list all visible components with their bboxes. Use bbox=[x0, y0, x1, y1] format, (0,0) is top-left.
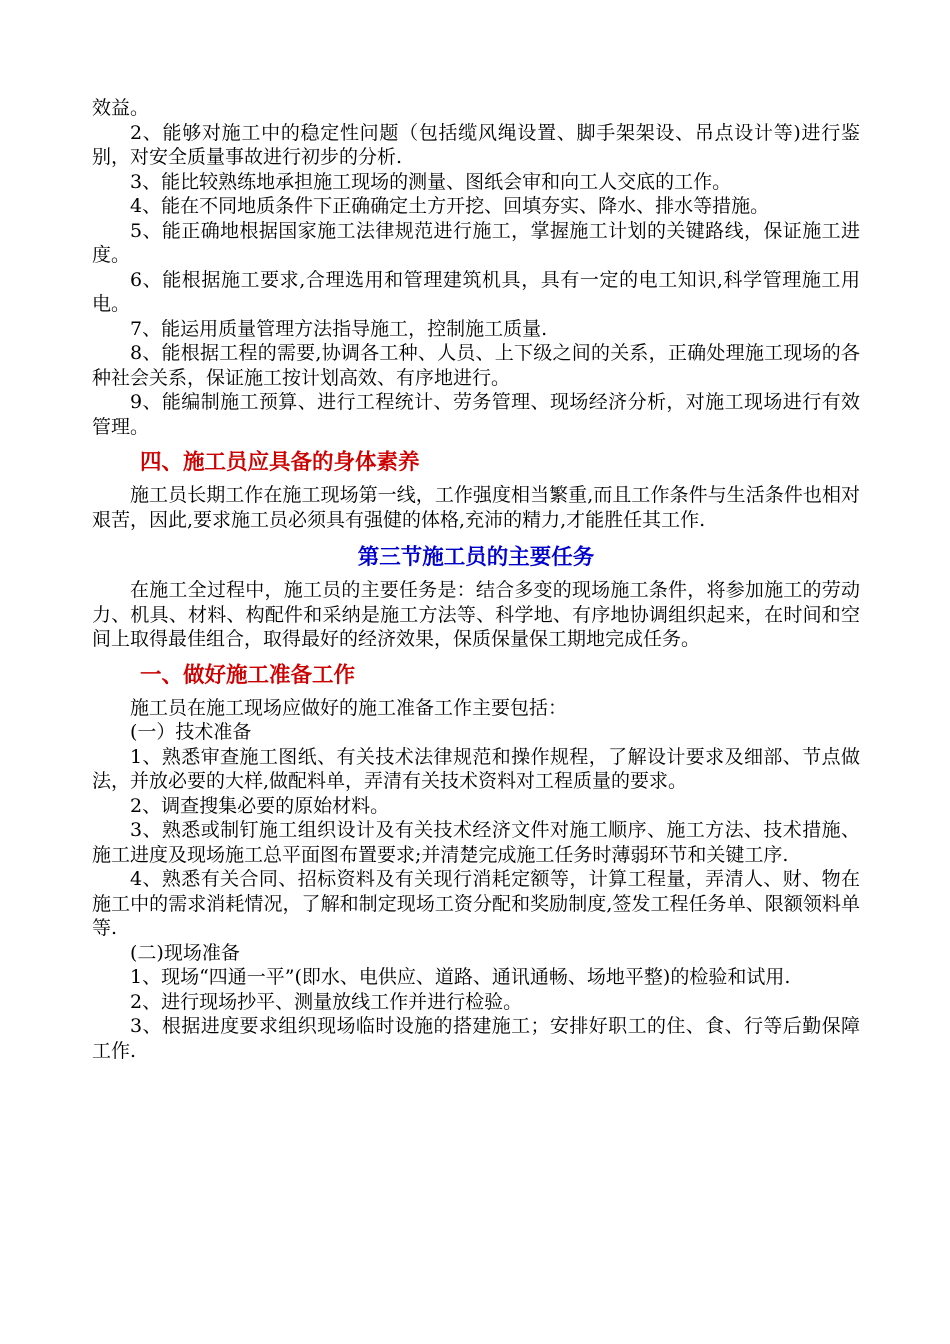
paragraph: 2、进行现场抄平、测量放线工作并进行检验。 bbox=[130, 990, 523, 1013]
paragraph: 效益。 bbox=[92, 97, 150, 119]
paragraph: 施工员在施工现场应做好的施工准备工作主要包括： bbox=[130, 696, 568, 719]
paragraph: 1、现场“四通一平”(即水、电供应、道路、通讯通畅、场地平整)的检验和试用. bbox=[130, 966, 791, 988]
subheading: (一）技术准备 bbox=[130, 721, 252, 743]
subheading: (二)现场准备 bbox=[130, 941, 240, 964]
document-page bbox=[92, 96, 860, 1063]
paragraph: 8、能根据工程的需要,协调各工种、人员、上下级之间的关系，正确处理施工现场的各种社会关系，保证施工按计划高效、有序地进行。 bbox=[92, 342, 860, 389]
paragraph: 2、调查搜集必要的原始材料。 bbox=[130, 794, 390, 817]
paragraph: 3、能比较熟练地承担施工现场的测量、图纸会审和向工人交底的工作。 bbox=[130, 170, 732, 193]
section-heading: 四、施工员应具备的身体素养 bbox=[140, 450, 420, 475]
paragraph: 2、能够对施工中的稳定性问题（包括缆风绳设置、脚手架架设、吊点设计等)进行鉴别，对安全质量事故进行初步的分析. bbox=[92, 121, 860, 168]
paragraph: 4、能在不同地质条件下正确确定土方开挖、回填夯实、降水、排水等措施。 bbox=[130, 195, 770, 217]
paragraph: 3、根据进度要求组织现场临时设施的搭建施工；安排好职工的住、食、行等后勤保障工作. bbox=[92, 1015, 860, 1062]
paragraph: 6、能根据施工要求,合理选用和管理建筑机具，具有一定的电工知识,科学管理施工用电。 bbox=[92, 268, 860, 315]
paragraph: 1、熟悉审查施工图纸、有关技术法律规范和操作规程，了解设计要求及细部、节点做法，并放必要的大样,做配料单，弄清有关技术资料对工程质量的要求。 bbox=[92, 745, 860, 792]
paragraph: 4、熟悉有关合同、招标资料及有关现行消耗定额等，计算工程量，弄清人、财、物在施工中的需求消耗情况，了解和制定现场工资分配和奖励制度,签发工程任务单、限额领料单等. bbox=[92, 868, 860, 939]
paragraph: 7、能运用质量管理方法指导施工，控制施工质量. bbox=[130, 317, 548, 340]
chapter-heading: 第三节施工员的主要任务 bbox=[357, 545, 595, 570]
paragraph: 9、能编制施工预算、进行工程统计、劳务管理、现场经济分析，对施工现场进行有效管理。 bbox=[92, 391, 860, 438]
paragraph: 施工员长期工作在施工现场第一线，工作强度相当繁重,而且工作条件与生活条件也相对艰苦，因此,要求施工员必须具有强健的体格,充沛的精力,才能胜任其工作. bbox=[92, 484, 860, 531]
paragraph: 在施工全过程中，施工员的主要任务是：结合多变的现场施工条件，将参加施工的劳动力、机具、材料、构配件和采纳是施工方法等、科学地、有序地协调组织起来，在时间和空间上取得最佳组合，取得最好的经济效果，保质保量保工期地完成任务。 bbox=[92, 579, 860, 650]
paragraph: 5、能正确地根据国家施工法律规范进行施工，掌握施工计划的关键路线，保证施工进度。 bbox=[92, 219, 860, 266]
section-heading: 一、做好施工准备工作 bbox=[140, 662, 356, 688]
paragraph: 3、熟悉或制钉施工组织设计及有关技术经济文件对施工顺序、施工方法、技术措施、施工进度及现场施工总平面图布置要求;并清楚完成施工任务时薄弱环节和关键工序. bbox=[92, 819, 860, 866]
